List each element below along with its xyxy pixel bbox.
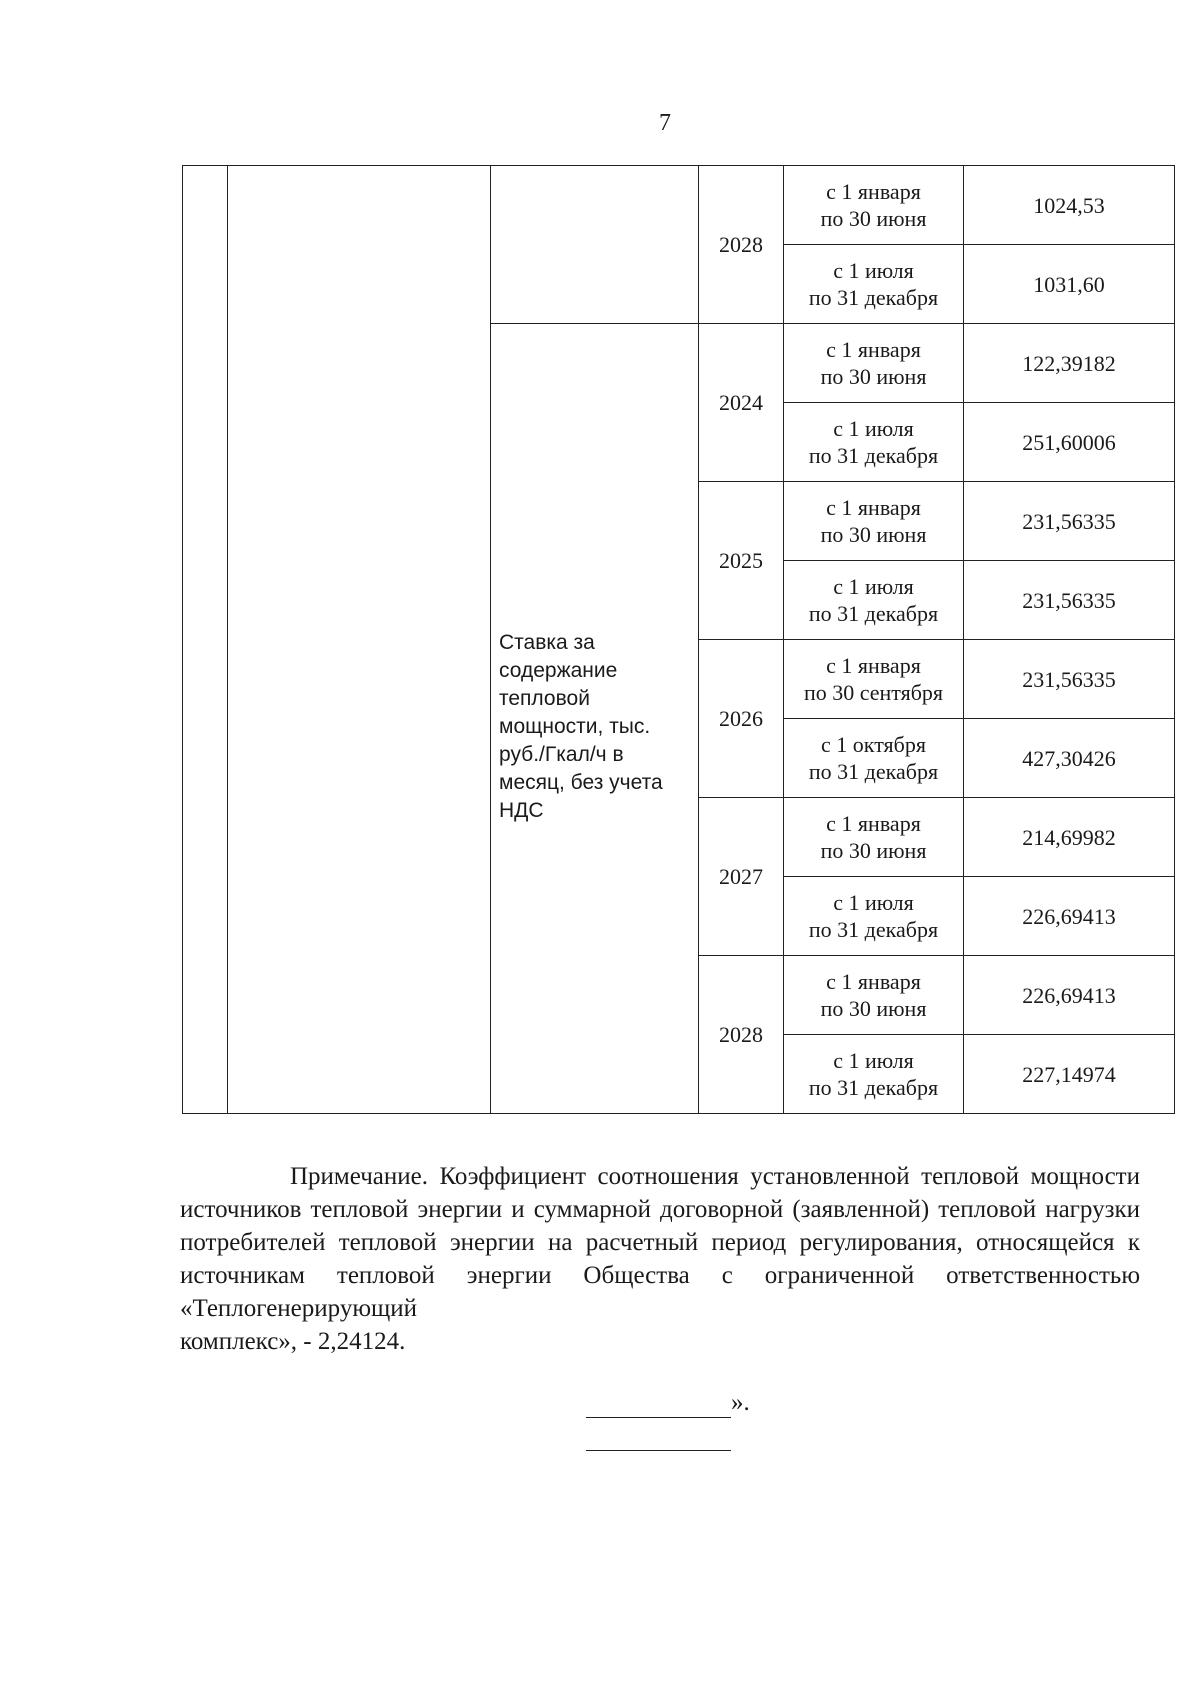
closing-underline [586,1395,731,1418]
value-cell: 227,14974 [964,1035,1175,1114]
value-cell: 231,56335 [964,640,1175,719]
period-cell: с 1 января по 30 июня [784,166,964,245]
note-text: Примечание. Коэффициент соотношения установленной тепловой мощности источников тепловой энергии и суммарной договорной (заявленной) тепловой нагрузки потребителей тепловой энергии на расчетный период регулирования, относящейся к источникам тепловой энергии Общества с ограниченной ответственностью «Теплогенерирующий [180,1163,1140,1322]
year-cell: 2026 [699,640,784,798]
year-cell: 2028 [699,166,784,324]
period-cell: с 1 июля по 31 декабря [784,877,964,956]
note-paragraph [180,1160,1140,1358]
period-cell: с 1 января по 30 июня [784,482,964,561]
value-cell: 251,60006 [964,403,1175,482]
rate-label: Ставка за содержание тепловой мощности, тыс. руб./Гкал/ч в месяц, без учета НДС [499,631,663,822]
note-last-line: комплекс», - 2,24124. [180,1328,406,1355]
period-cell: с 1 июля по 31 декабря [784,403,964,482]
value-cell: 231,56335 [964,482,1175,561]
tariff-table [182,165,1175,1114]
period-cell: с 1 июля по 31 декабря [784,561,964,640]
separator-line [586,1450,731,1451]
value-cell: 231,56335 [964,561,1175,640]
value-cell: 1031,60 [964,245,1175,324]
value-cell: 226,69413 [964,956,1175,1035]
number-cell [183,166,228,1114]
period-cell: с 1 января по 30 сентября [784,640,964,719]
closing-mark [586,1388,750,1418]
rate-label-cell [491,324,699,1114]
value-cell: 226,69413 [964,877,1175,956]
year-cell: 2025 [699,482,784,640]
year-cell: 2027 [699,798,784,956]
period-cell: с 1 января по 30 июня [784,324,964,403]
value-cell: 122,39182 [964,324,1175,403]
closing-quote: ». [731,1389,750,1416]
page-number: 7 [659,110,671,136]
period-cell: с 1 января по 30 июня [784,798,964,877]
organization-cell [228,166,491,1114]
value-cell: 1024,53 [964,166,1175,245]
period-cell: с 1 июля по 31 декабря [784,245,964,324]
year-cell: 2028 [699,956,784,1114]
value-cell: 214,69982 [964,798,1175,877]
period-cell: с 1 июля по 31 декабря [784,1035,964,1114]
period-cell: с 1 января по 30 июня [784,956,964,1035]
year-cell: 2024 [699,324,784,482]
rate-label-cell-top [491,166,699,324]
period-cell: с 1 октября по 31 декабря [784,719,964,798]
table-row [183,166,1175,245]
value-cell: 427,30426 [964,719,1175,798]
